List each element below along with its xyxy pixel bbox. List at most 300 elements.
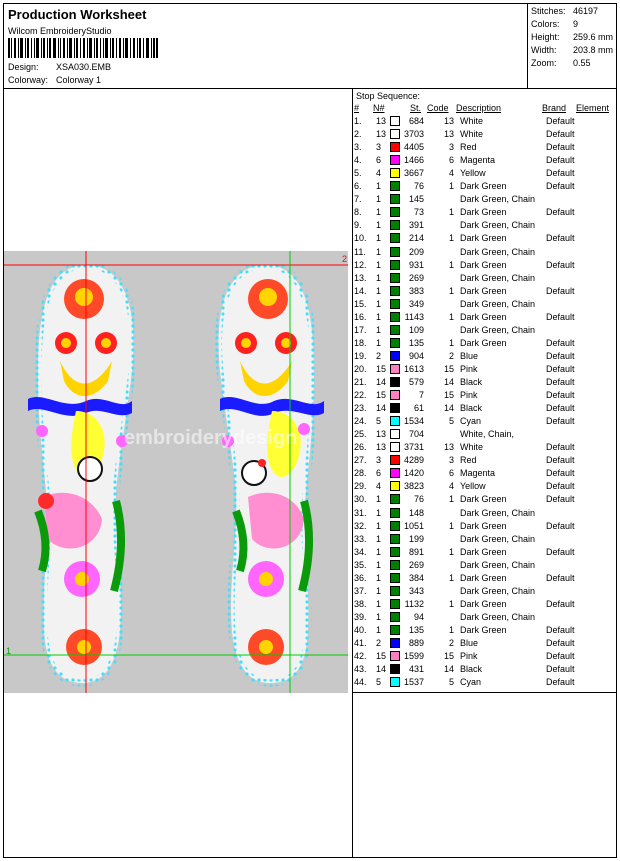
color-swatch xyxy=(390,625,400,635)
row-needle: 13 xyxy=(376,429,387,440)
col-header-element: Element xyxy=(576,103,610,113)
row-code: 15 xyxy=(443,651,454,662)
left-insole xyxy=(28,265,133,683)
row-needle: 1 xyxy=(376,194,382,205)
row-needle: 1 xyxy=(376,572,382,583)
row-needle: 4 xyxy=(376,481,382,492)
table-row xyxy=(354,547,616,560)
row-description: Dark Green xyxy=(460,494,507,505)
row-needle: 1 xyxy=(376,220,382,231)
color-swatch xyxy=(390,403,400,413)
row-brand: Default xyxy=(546,546,575,557)
color-swatch xyxy=(390,638,400,648)
row-needle: 6 xyxy=(376,468,382,479)
row-description: White xyxy=(460,116,484,126)
color-swatch xyxy=(390,560,400,570)
row-stitches: 1537 xyxy=(403,677,424,688)
color-swatch xyxy=(390,547,400,557)
row-description: Pink xyxy=(460,390,478,401)
row-description: Dark Green xyxy=(460,337,507,348)
color-swatch xyxy=(390,351,400,361)
color-swatch xyxy=(390,338,400,348)
row-brand: Default xyxy=(546,285,575,296)
row-stitches: 214 xyxy=(408,233,424,244)
row-code: 14 xyxy=(443,403,454,414)
row-number: 17. xyxy=(354,324,367,335)
color-swatch xyxy=(390,442,400,452)
row-needle: 2 xyxy=(376,350,382,361)
row-code: 3 xyxy=(448,455,454,466)
row-stitches: 148 xyxy=(408,507,424,518)
row-number: 28. xyxy=(354,468,367,479)
row-number: 16. xyxy=(354,311,367,322)
row-description: Dark Green xyxy=(460,233,507,244)
guide-marker-top: 2 xyxy=(342,254,348,264)
col-header-stitches: St. xyxy=(410,103,422,113)
row-needle: 1 xyxy=(376,181,382,192)
row-number: 37. xyxy=(354,585,367,596)
color-swatch xyxy=(390,129,400,139)
row-needle: 15 xyxy=(376,363,387,374)
colorway-value: Colorway 1 xyxy=(56,75,102,85)
row-brand: Default xyxy=(546,363,575,374)
row-brand: Default xyxy=(546,416,575,427)
row-stitches: 3703 xyxy=(403,129,424,140)
row-description: Cyan xyxy=(460,416,482,427)
row-code: 1 xyxy=(448,546,454,557)
column-divider xyxy=(352,88,353,858)
color-swatch xyxy=(390,233,400,243)
row-description: Dark Green, Chain xyxy=(460,220,536,231)
color-swatch xyxy=(390,573,400,583)
watermark: embroiderydesign xyxy=(124,427,298,449)
row-description: Pink xyxy=(460,651,478,662)
row-description: Dark Green, Chain xyxy=(460,611,536,622)
row-description: Dark Green xyxy=(460,181,507,192)
row-brand: Default xyxy=(546,168,575,179)
row-code: 3 xyxy=(448,142,454,153)
row-description: Pink xyxy=(460,363,478,374)
color-swatch xyxy=(390,142,400,152)
row-description: Blue xyxy=(460,638,479,648)
stat-height xyxy=(531,32,613,42)
row-code: 1 xyxy=(448,181,454,192)
table-row xyxy=(354,625,616,638)
row-stitches: 3823 xyxy=(403,481,424,492)
row-code: 15 xyxy=(443,390,454,401)
row-stitches: 343 xyxy=(408,585,424,596)
row-brand: Default xyxy=(546,455,575,466)
table-row xyxy=(354,573,616,586)
design-preview xyxy=(4,251,348,693)
row-needle: 2 xyxy=(376,638,382,648)
table-row xyxy=(354,142,616,155)
row-stitches: 1466 xyxy=(403,155,424,166)
table-row xyxy=(354,638,616,651)
row-description: White xyxy=(460,129,484,140)
row-description: Dark Green, Chain xyxy=(460,585,536,596)
table-row xyxy=(354,664,616,677)
row-code: 13 xyxy=(443,129,454,140)
row-number: 31. xyxy=(354,507,367,518)
row-description: Yellow xyxy=(460,168,486,179)
stat-value: 0.55 xyxy=(573,58,591,68)
row-brand: Default xyxy=(546,638,575,648)
stop-sequence-title: Stop Sequence: xyxy=(356,91,421,101)
table-row xyxy=(354,521,616,534)
row-description: Dark Green, Chain xyxy=(460,246,536,257)
col-header-code: Code xyxy=(427,103,449,113)
row-number: 6. xyxy=(354,181,362,192)
row-code: 14 xyxy=(443,664,454,675)
row-number: 24. xyxy=(354,416,367,427)
row-code: 1 xyxy=(448,233,454,244)
table-row xyxy=(354,312,616,325)
table-row xyxy=(354,494,616,507)
color-swatch xyxy=(390,599,400,609)
color-swatch xyxy=(390,312,400,322)
row-brand: Default xyxy=(546,155,575,166)
row-brand: Default xyxy=(546,129,575,140)
color-swatch xyxy=(390,677,400,687)
row-description: Black xyxy=(460,403,483,414)
row-needle: 13 xyxy=(376,442,387,453)
colorway-label: Colorway: xyxy=(8,75,49,85)
row-description: White, Chain, xyxy=(460,429,515,440)
row-brand: Default xyxy=(546,468,575,479)
row-needle: 3 xyxy=(376,455,382,466)
row-number: 7. xyxy=(354,194,362,205)
row-brand: Default xyxy=(546,116,575,126)
table-row xyxy=(354,273,616,286)
row-number: 34. xyxy=(354,546,367,557)
row-needle: 13 xyxy=(376,129,387,140)
row-number: 19. xyxy=(354,350,367,361)
row-description: Magenta xyxy=(460,468,496,479)
color-swatch xyxy=(390,299,400,309)
row-code: 13 xyxy=(443,116,454,126)
row-description: Dark Green, Chain xyxy=(460,324,536,335)
row-brand: Default xyxy=(546,233,575,244)
row-code: 15 xyxy=(443,363,454,374)
color-swatch xyxy=(390,325,400,335)
row-number: 9. xyxy=(354,220,362,231)
row-needle: 1 xyxy=(376,207,382,218)
row-code: 6 xyxy=(448,155,454,166)
stat-label: Colors: xyxy=(531,19,560,29)
table-row xyxy=(354,534,616,547)
table-row xyxy=(354,403,616,416)
row-stitches: 431 xyxy=(408,664,424,675)
row-needle: 1 xyxy=(376,585,382,596)
row-stitches: 269 xyxy=(408,559,424,570)
table-row xyxy=(354,377,616,390)
color-swatch xyxy=(390,247,400,257)
table-row xyxy=(354,168,616,181)
row-number: 22. xyxy=(354,390,367,401)
row-needle: 1 xyxy=(376,324,382,335)
row-needle: 1 xyxy=(376,559,382,570)
row-number: 11. xyxy=(354,246,366,257)
table-row xyxy=(354,338,616,351)
color-swatch xyxy=(390,273,400,283)
row-stitches: 383 xyxy=(408,285,424,296)
table-row xyxy=(354,247,616,260)
color-swatch xyxy=(390,155,400,165)
row-description: Dark Green, Chain xyxy=(460,194,536,205)
row-number: 39. xyxy=(354,611,367,622)
color-swatch xyxy=(390,377,400,387)
row-needle: 13 xyxy=(376,116,387,126)
row-code: 1 xyxy=(448,285,454,296)
row-needle: 1 xyxy=(376,546,382,557)
row-number: 33. xyxy=(354,533,367,544)
row-stitches: 3731 xyxy=(403,442,424,453)
table-row xyxy=(354,390,616,403)
row-brand: Default xyxy=(546,494,575,505)
row-code: 1 xyxy=(448,572,454,583)
row-code: 1 xyxy=(448,311,454,322)
row-code: 1 xyxy=(448,259,454,270)
row-number: 30. xyxy=(354,494,367,505)
right-insole xyxy=(219,265,324,683)
table-row xyxy=(354,468,616,481)
table-row xyxy=(354,508,616,521)
row-number: 43. xyxy=(354,664,367,675)
row-description: Dark Green xyxy=(460,285,507,296)
row-stitches: 891 xyxy=(408,546,424,557)
row-code: 1 xyxy=(448,337,454,348)
table-row xyxy=(354,416,616,429)
stat-label: Height: xyxy=(531,32,560,42)
row-needle: 1 xyxy=(376,259,382,270)
row-stitches: 135 xyxy=(408,624,424,635)
row-number: 4. xyxy=(354,155,362,166)
row-number: 25. xyxy=(354,429,367,440)
table-row xyxy=(354,429,616,442)
row-stitches: 269 xyxy=(408,272,424,283)
row-number: 42. xyxy=(354,651,367,662)
row-stitches: 73 xyxy=(413,207,424,218)
row-description: Yellow xyxy=(460,481,486,492)
colorway-line xyxy=(8,75,101,85)
color-swatch xyxy=(390,481,400,491)
row-stitches: 1599 xyxy=(403,651,424,662)
row-stitches: 1613 xyxy=(403,363,424,374)
row-number: 15. xyxy=(354,298,367,309)
row-stitches: 1143 xyxy=(404,311,424,322)
row-code: 1 xyxy=(448,598,454,609)
color-swatch xyxy=(390,651,400,661)
color-swatch xyxy=(390,508,400,518)
row-stitches: 4289 xyxy=(403,455,424,466)
stat-width xyxy=(531,45,613,55)
row-number: 32. xyxy=(354,520,367,531)
row-number: 40. xyxy=(354,624,367,635)
color-swatch xyxy=(390,468,400,478)
row-code: 6 xyxy=(448,468,454,479)
col-header-num: # xyxy=(354,103,360,113)
row-brand: Default xyxy=(546,572,575,583)
row-description: Black xyxy=(460,377,483,387)
color-swatch xyxy=(390,586,400,596)
row-brand: Default xyxy=(546,142,575,153)
color-swatch xyxy=(390,207,400,217)
row-needle: 6 xyxy=(376,155,382,166)
row-stitches: 579 xyxy=(408,377,424,387)
row-needle: 3 xyxy=(376,142,382,153)
row-description: Dark Green xyxy=(460,207,507,218)
row-number: 44. xyxy=(354,677,367,688)
row-description: Red xyxy=(460,142,477,153)
row-brand: Default xyxy=(546,624,575,635)
stat-value: 259.6 mm xyxy=(573,32,614,42)
color-swatch xyxy=(390,521,400,531)
row-stitches: 1132 xyxy=(404,598,424,609)
row-code: 1 xyxy=(448,494,454,505)
row-stitches: 76 xyxy=(413,181,424,192)
color-swatch xyxy=(390,286,400,296)
table-row xyxy=(354,129,616,142)
row-brand: Default xyxy=(546,403,575,414)
table-row xyxy=(354,325,616,338)
row-needle: 1 xyxy=(376,507,382,518)
stat-label: Zoom: xyxy=(531,58,557,68)
row-needle: 1 xyxy=(376,298,382,309)
row-number: 12. xyxy=(354,259,367,270)
row-stitches: 145 xyxy=(408,194,424,205)
stat-colors xyxy=(531,19,578,29)
row-stitches: 684 xyxy=(408,116,424,126)
row-number: 5. xyxy=(354,168,362,179)
color-swatch xyxy=(390,390,400,400)
stat-zoom xyxy=(531,58,591,68)
table-row xyxy=(354,194,616,207)
row-stitches: 1534 xyxy=(403,416,424,427)
guide-marker-bottom: 1 xyxy=(6,646,12,656)
table-row xyxy=(354,351,616,364)
row-description: Black xyxy=(460,664,483,675)
row-code: 2 xyxy=(448,638,454,648)
worksheet xyxy=(3,3,617,858)
row-needle: 1 xyxy=(376,246,382,257)
row-description: Dark Green xyxy=(460,572,507,583)
color-swatch xyxy=(390,220,400,230)
row-needle: 14 xyxy=(376,377,387,387)
row-brand: Default xyxy=(546,442,575,453)
row-description: Dark Green xyxy=(460,598,507,609)
table-row xyxy=(354,286,616,299)
row-needle: 4 xyxy=(376,168,382,179)
row-number: 1. xyxy=(354,116,362,126)
table-row xyxy=(354,220,616,233)
row-number: 41. xyxy=(354,638,367,648)
row-stitches: 889 xyxy=(408,638,424,648)
stat-stitches xyxy=(531,6,598,16)
row-description: Magenta xyxy=(460,155,496,166)
row-description: Dark Green, Chain xyxy=(460,559,536,570)
row-brand: Default xyxy=(546,311,575,322)
row-brand: Default xyxy=(546,520,575,531)
software-name: Wilcom EmbroideryStudio xyxy=(8,26,112,36)
table-row xyxy=(354,481,616,494)
table-row xyxy=(354,612,616,625)
row-number: 38. xyxy=(354,598,367,609)
row-stitches: 704 xyxy=(408,429,424,440)
row-description: Dark Green xyxy=(460,546,507,557)
row-needle: 1 xyxy=(376,598,382,609)
design-label: Design: xyxy=(8,62,39,72)
row-description: Dark Green, Chain xyxy=(460,533,536,544)
row-description: Dark Green xyxy=(460,624,507,635)
row-number: 27. xyxy=(354,455,367,466)
table-row xyxy=(354,181,616,194)
row-brand: Default xyxy=(546,481,575,492)
row-description: Dark Green xyxy=(460,311,507,322)
table-row xyxy=(354,233,616,246)
row-number: 8. xyxy=(354,207,362,218)
stat-label: Width: xyxy=(531,45,557,55)
row-needle: 1 xyxy=(376,233,382,244)
color-swatch xyxy=(390,116,400,126)
row-description: White xyxy=(460,442,484,453)
color-swatch xyxy=(390,664,400,674)
col-header-description: Description xyxy=(456,103,502,113)
row-number: 29. xyxy=(354,481,367,492)
row-brand: Default xyxy=(546,350,575,361)
row-description: Dark Green xyxy=(460,259,507,270)
color-swatch xyxy=(390,181,400,191)
row-stitches: 1420 xyxy=(403,468,424,479)
row-stitches: 76 xyxy=(413,494,424,505)
row-needle: 1 xyxy=(376,337,382,348)
row-stitches: 4405 xyxy=(403,142,424,153)
row-number: 35. xyxy=(354,559,367,570)
row-number: 21. xyxy=(354,377,367,387)
row-brand: Default xyxy=(546,181,575,192)
row-description: Dark Green, Chain xyxy=(460,298,536,309)
row-brand: Default xyxy=(546,677,575,688)
table-row xyxy=(354,116,616,129)
worksheet-header xyxy=(4,4,616,89)
color-swatch xyxy=(390,364,400,374)
row-description: Red xyxy=(460,455,477,466)
row-needle: 15 xyxy=(376,651,387,662)
row-needle: 5 xyxy=(376,677,382,688)
row-needle: 14 xyxy=(376,403,387,414)
row-stitches: 109 xyxy=(408,324,424,335)
color-swatch xyxy=(390,612,400,622)
row-brand: Default xyxy=(546,337,575,348)
row-brand: Default xyxy=(546,664,575,675)
color-swatch xyxy=(390,494,400,504)
row-needle: 1 xyxy=(376,624,382,635)
color-swatch xyxy=(390,260,400,270)
row-number: 23. xyxy=(354,403,367,414)
table-row xyxy=(354,260,616,273)
row-number: 18. xyxy=(354,337,367,348)
design-value: XSA030.EMB xyxy=(56,62,112,72)
row-needle: 14 xyxy=(376,664,387,675)
table-row xyxy=(354,299,616,312)
row-number: 2. xyxy=(354,129,362,140)
row-brand: Default xyxy=(546,598,575,609)
stat-value: 46197 xyxy=(573,6,599,16)
table-row xyxy=(354,155,616,168)
row-stitches: 199 xyxy=(408,533,424,544)
row-description: Cyan xyxy=(460,677,482,688)
stat-value: 9 xyxy=(573,19,579,29)
